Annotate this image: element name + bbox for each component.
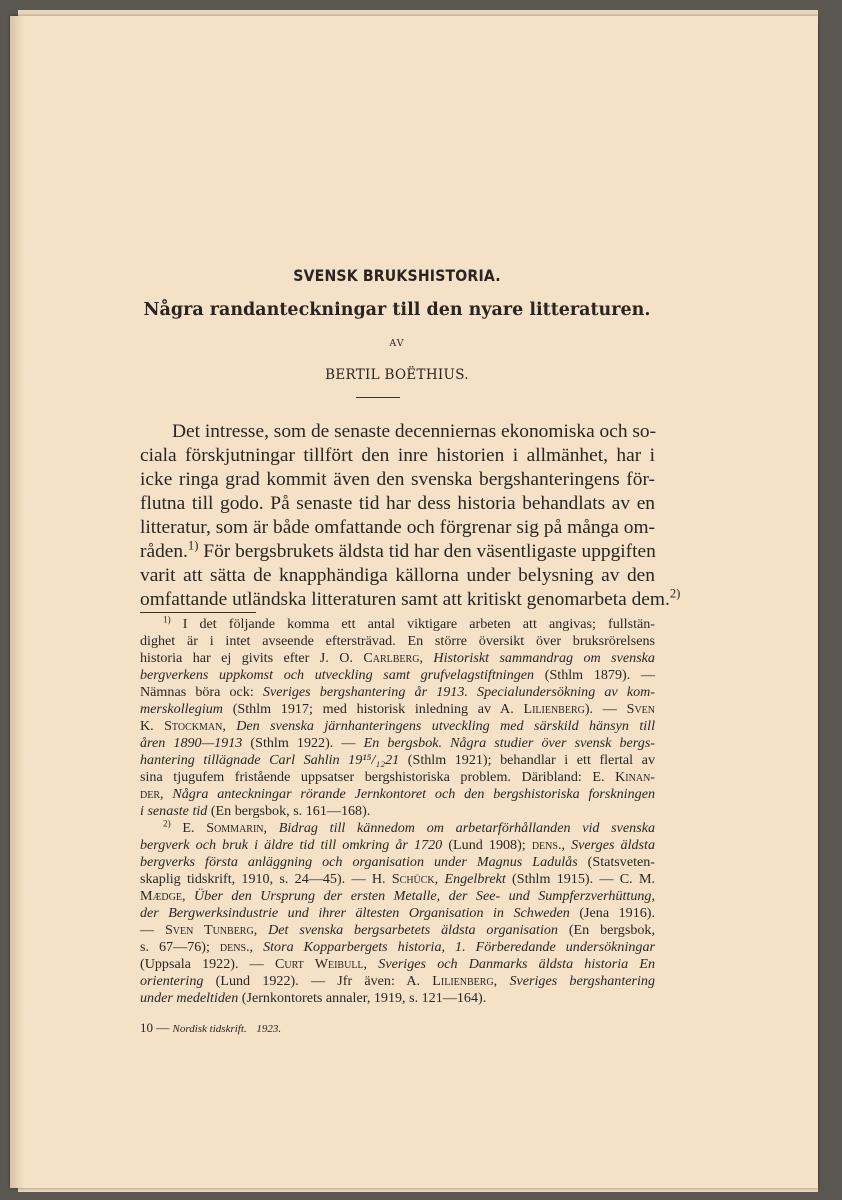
body-text <box>140 420 681 612</box>
text-line <box>140 701 655 718</box>
text-run: der <box>140 786 160 802</box>
text-run: Sveriges bergshantering <box>509 973 656 989</box>
text-line <box>140 752 655 769</box>
text-run: (Jernkontorets annaler, 1919, s. 121—164). <box>238 990 487 1006</box>
text-line <box>140 990 655 1007</box>
page-number: 10 <box>140 1020 153 1035</box>
text-line <box>140 492 655 516</box>
text-run: Lilienberg <box>523 701 585 717</box>
text-run: E. <box>170 820 207 836</box>
text-run: litteratur, som är både omfattande och förgrenar sig på många om- <box>140 517 655 538</box>
text-line <box>140 888 655 905</box>
text-run: — <box>140 922 165 938</box>
text-run: (Lund 1922). — Jfr även: A. <box>203 973 433 989</box>
footer-dash: — <box>156 1020 170 1035</box>
text-run: icke ringa grad kommit även den svenska bergshanteringens för- <box>140 469 655 490</box>
text-run: , <box>222 718 237 734</box>
text-run: Historiskt sammandrag om svenska <box>433 650 655 666</box>
text-run: , <box>249 939 264 955</box>
text-run: ). — <box>584 701 627 717</box>
text-run: Carlberg <box>363 650 420 666</box>
footnote-ref: 2) <box>669 586 681 601</box>
text-run: Kinan- <box>615 769 655 785</box>
text-run: Det svenska bergsarbetets äldsta organisation <box>268 922 558 938</box>
text-run: historia har ej givits efter J. O. <box>140 650 364 666</box>
text-run: , <box>363 956 379 972</box>
text-line <box>140 939 655 956</box>
footnote-ref: 1) <box>187 538 199 553</box>
text-run: Det intresse, som de senaste decenniernas ekonomiska och so- <box>172 421 657 442</box>
footnote-ref: 2) <box>163 818 171 829</box>
text-run: , <box>561 837 572 853</box>
text-run: , <box>263 820 279 836</box>
text-line <box>140 837 655 854</box>
text-line <box>140 854 655 871</box>
text-run: hantering tillägnade Carl Sahlin 19¹⁵/₁₂21 <box>140 752 400 768</box>
text-run: dighet är i intet avseende eftersträvad. En större översikt över bruksrörelsens <box>140 633 655 649</box>
text-line <box>140 871 655 888</box>
text-run: Sommarin <box>206 820 264 836</box>
text-run: sina tjugufem fristående uppsatser bergshistoriska problem. Däribland: E. <box>140 769 616 785</box>
text-run: Stockman <box>164 718 223 734</box>
journal-name: Nordisk tidskrift. <box>172 1023 247 1035</box>
text-run: (Sthlm 1915). — C. M. <box>505 871 656 887</box>
text-line <box>140 633 655 650</box>
author-name: BERTIL BOËTHIUS. <box>325 367 469 383</box>
text-run: Sveriges och Danmarks äldsta historia En <box>378 956 656 972</box>
text-run: (Sthlm 1921); behandlar i ett flertal av <box>399 752 655 768</box>
text-line <box>140 516 655 540</box>
text-line <box>140 616 655 633</box>
text-run: råden. <box>140 541 188 562</box>
text-line <box>140 650 655 667</box>
text-line <box>140 769 655 786</box>
text-run: der Bergwerksindustrie und ihrer ältesten Organisation in Schweden <box>140 905 570 921</box>
text-line <box>140 540 655 564</box>
text-line <box>140 735 655 752</box>
text-line <box>140 786 655 803</box>
text-run: , <box>434 871 445 887</box>
text-run: varit att sätta de knapphändiga källorna under belysning av den <box>140 565 655 586</box>
text-run: Nämnas böra ock: <box>140 684 263 700</box>
text-line <box>140 586 681 612</box>
text-run: (En bergsbok, s. 161—168). <box>207 803 371 819</box>
text-run: K. <box>140 718 165 734</box>
text-run: Engelbrekt <box>444 871 506 887</box>
text-run: Den svenska järnhanteringens utveckling med särskild hänsyn till <box>236 718 655 734</box>
footnote-separator <box>140 612 256 613</box>
text-run: Stora Kopparbergets historia, 1. Förberedande undersökningar <box>263 939 655 955</box>
text-run: Bidrag till kännedom om arbetarförhållanden vid svenska <box>278 820 655 836</box>
text-run: s. 67—76); <box>140 939 220 955</box>
text-run: åren 1890—1913 <box>140 735 243 751</box>
text-line <box>140 667 655 684</box>
text-run: Sven Tunberg <box>164 922 254 938</box>
text-run: , <box>493 973 510 989</box>
text-run: orientering <box>140 973 204 989</box>
text-run: bergverkens uppkomst och utveckling samt grufvelagstiftningen <box>140 667 535 683</box>
text-run: , <box>181 888 194 904</box>
text-run: , <box>160 786 173 802</box>
byline-av: AV <box>389 338 405 349</box>
text-run: , <box>419 650 434 666</box>
text-run: Curt Weibull <box>274 956 364 972</box>
text-line <box>140 444 655 468</box>
text-run: (Sthlm 1879). — <box>534 667 655 683</box>
text-line <box>140 820 655 837</box>
text-run: För bergsbrukets äldsta tid har den väsentligaste uppgiften <box>198 541 656 562</box>
article-subtitle: Några randanteckningar till den nyare litteraturen. <box>143 300 651 320</box>
text-run: Über den Ursprung der ersten Metalle, der See- und Sumpferzverhüttung, <box>193 888 655 904</box>
title-divider <box>356 397 400 398</box>
text-run: flutna till godo. På senaste tid har dess historia behandlats av en <box>140 493 655 514</box>
page-binding-edge <box>10 16 24 1188</box>
text-run: Lilienberg <box>432 973 494 989</box>
text-run: (Jena 1916). <box>569 905 656 921</box>
text-line <box>140 420 655 444</box>
text-run: bergverk och bruk i äldre tid till omkring år 1720 <box>140 837 443 853</box>
text-run: Sveriges bergshantering år 1913. Specialundersökning av kom- <box>262 684 655 700</box>
page-footer <box>140 1020 281 1037</box>
text-line <box>140 956 655 973</box>
text-run: , <box>253 922 269 938</box>
text-run: Några anteckningar rörande Jernkontoret och den bergshistoriska forskningen <box>172 786 655 802</box>
text-run: i senaste tid <box>140 803 208 819</box>
text-run: merskollegium <box>140 701 223 717</box>
text-line <box>140 684 655 701</box>
text-run: dens. <box>531 837 562 853</box>
text-line <box>140 564 655 588</box>
text-run: (Sthlm 1917; med historisk inledning av A. <box>222 701 524 717</box>
text-run: Sven <box>626 701 655 717</box>
text-run: I det följande komma ett antal viktigare arbeten att angivas; fullstän- <box>170 616 655 632</box>
text-run: Schück <box>391 871 435 887</box>
text-run: dens. <box>219 939 250 955</box>
text-run: (Lund 1908); <box>442 837 532 853</box>
footnote-ref: 1) <box>163 614 171 625</box>
text-run: bergverks första anläggning och organisation under Magnus Ladulås <box>140 854 578 870</box>
text-line <box>140 718 655 735</box>
text-run: omfattande utländska litteraturen samt att kritiskt genomarbeta dem. <box>140 589 670 610</box>
text-run: under medeltiden <box>140 990 239 1006</box>
text-line <box>140 803 655 820</box>
text-run: ciala förskjutningar tillfört den inre historien i allmänhet, har i <box>140 445 655 466</box>
footnotes <box>140 616 655 1007</box>
text-run: Sverges äldsta <box>571 837 656 853</box>
text-run: Mædge <box>140 888 182 904</box>
text-run: (Statsveten- <box>577 854 655 870</box>
text-line <box>140 973 655 990</box>
text-run: (Uppsala 1922). — <box>140 956 275 972</box>
text-run: skaplig tidskrift, 1910, s. 24—45). — H. <box>140 871 392 887</box>
text-run: (Sthlm 1922). — <box>242 735 364 751</box>
text-line <box>140 905 655 922</box>
text-run: (En bergsbok, <box>557 922 655 938</box>
article-title: SVENSK BRUKSHISTORIA. <box>293 266 501 285</box>
text-line <box>140 922 655 939</box>
journal-year: 1923. <box>256 1023 282 1035</box>
text-line <box>140 468 655 492</box>
text-run: En bergsbok. Några studier över svensk bergs- <box>363 735 655 751</box>
